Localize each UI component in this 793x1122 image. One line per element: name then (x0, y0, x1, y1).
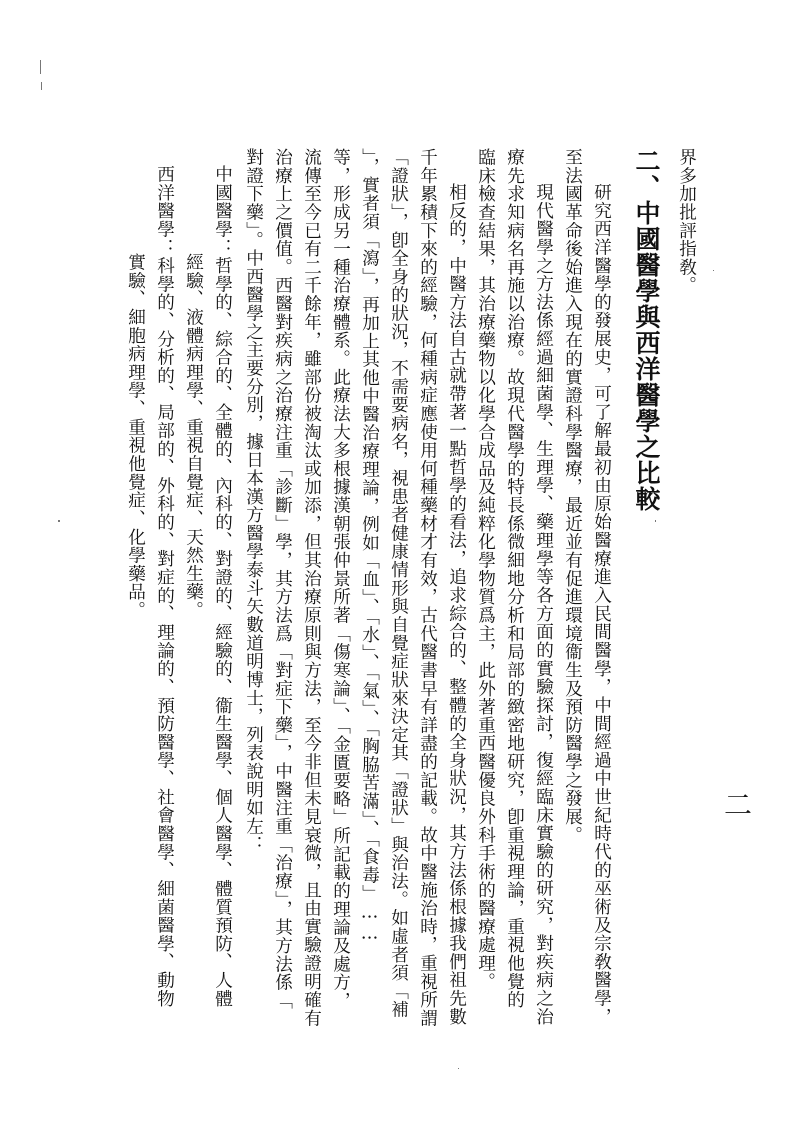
text-column: 治療上之價值。西醫對疾病之治療注重「診斷」學，其方法爲「對症下藥」，中醫注重「治療」，其方法係「 (272, 148, 293, 1010)
text-column: 千年累積下來的經驗，何種病症應使用何種藥材才有效，古代醫書早有詳盡的記載。故中醫施治時，重視所謂 (417, 148, 438, 1028)
text-column: 相反的，中醫方法自古就帶著一點哲學的看法，追求綜合的、整體的全身狀況，其方法係根據我們祖先數 (446, 183, 467, 1026)
scan-speck (655, 520, 656, 522)
comparison-western-medicine: 西洋醫學：科學的、分析的、局部的、外科的、對症的、理論的、預防醫學、社會醫學、細菌醫學、動物 (154, 165, 175, 1008)
text-column-closing-remark: 界多加批評指敎。 (676, 148, 697, 295)
scan-speck (713, 270, 714, 271)
scan-speck (458, 1068, 459, 1069)
text-column: 臨床檢查結果，其治療藥物以化學合成品及純粹化學物質爲主，此外著重西醫優良外科手術的醫療處理。 (475, 148, 496, 991)
scan-speck (58, 520, 60, 522)
text-column: 療先求知病名再施以治療。故現代醫學的特長係微細地分析和局部的緻密地研究，卽重視理論，重視他覺的 (504, 148, 525, 1010)
text-column: 現代醫學之方法係經過細菌學、生理學、藥理學等各方面的實驗探討，復經臨床實驗的研究，對疾病之治 (533, 183, 554, 1026)
text-column: 等，形成另一種治療體系。此療法大多根據漢朝張仲景所著「傷寒論」、「金匱要略」所記載的理論及處方， (330, 148, 351, 1010)
text-column: 」，實者須「瀉」，再加上其他中醫治療理論，例如「血」、「水」、「氣」、「胸脇苦滿」、「食毒」…… (359, 148, 380, 945)
text-column: 流傳至今已有二千餘年，雖部份被淘汰或加添，但其治療原則與方法，至今非但未見衰微，且由實驗證明確有 (301, 148, 322, 1028)
scan-speck (40, 60, 41, 74)
text-column: 至法國革命後始進入現在的實證科學醫療，最近並有促進環境衞生及預防醫學之發展。 (562, 148, 583, 845)
comparison-western-medicine-continued: 實驗、細胞病理學、重視他覺症、化學藥品。 (125, 253, 146, 620)
scan-speck (41, 82, 42, 90)
text-column: 對證下藥」。中西醫學之主要分別，據日本漢方醫學泰斗矢數道明博士，列表說明如左： (243, 148, 264, 854)
text-column: 研究西洋醫學的發展史，可了解最初由原始醫療進入民間醫學，中間經過中世紀時代的巫術及宗敎醫學， (591, 183, 612, 1026)
comparison-chinese-medicine-continued: 經驗、液體病理學、重視自覺症、天然生藥。 (183, 253, 204, 620)
section-heading: 二、中國醫學與西洋醫學之比較 (632, 148, 661, 512)
page-number: 二 (720, 790, 753, 818)
comparison-chinese-medicine: 中國醫學：哲學的、綜合的、全體的、內科的、對證的、經驗的、衞生醫學、個人醫學、體質預防、人體 (212, 165, 233, 1008)
text-column: 「證狀」，卽全身的狀況，不需要病名，視患者健康情形與自覺症狀來決定其「證狀」與治法。如虛者須「補 (388, 148, 409, 1019)
